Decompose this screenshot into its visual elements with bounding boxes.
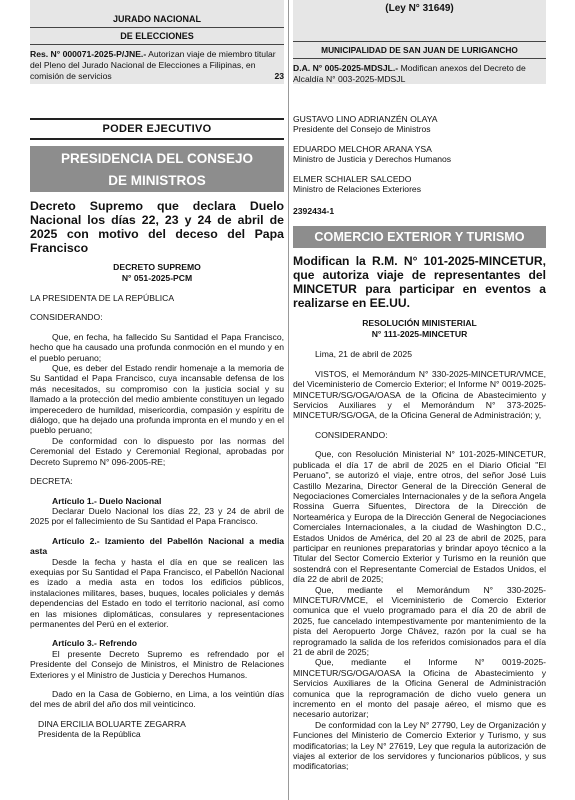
index-header-line1: JURADO NACIONAL: [112, 14, 201, 24]
resolution-title: Modifican la R.M. N° 101-2025-MINCETUR, que autoriza viaje de representantes del MINCETUR para participar en eventos a realizarse en EE.UU.: [293, 254, 546, 311]
section-header: PODER EJECUTIVO: [30, 118, 284, 140]
vistos: VISTOS, el Memorándum N° 330-2025-MINCETUR/VMCE, del Viceministerio de Comercio Exterior; el Informe N° 0019-2025-MINCETUR/SG/OGA/OASA de la Oficina de Abastecimiento y Servicios Auxiliares y el Memorándum N° 373-2025-MINCETUR/SG/OGA, de la Oficina General de Administración; y,: [293, 368, 546, 421]
resolution-heading: [293, 318, 546, 339]
considerando-2: Que, es deber del Estado rendir homenaje a la memoria de Su Santidad el Papa Francisco, cuya incansable defensa de los más necesitados, su compromiso con la justicia social y su llamado a la protección del medio ambiente constituyen un legado imperecedero de humildad, misericordia, compasión y espíritu de diálogo, que ha dejado una profunda impronta en el mundo y en el pueblo peruano;: [30, 363, 284, 436]
ministry-banner-mincetur: COMERCIO EXTERIOR Y TURISMO: [293, 226, 546, 248]
signatory-3-role: Ministro de Relaciones Exteriores: [293, 184, 422, 195]
considerando-mincetur-2: Que, mediante el Memorándum N° 330-2025-MINCETUR/VMCE, el Viceministerio de Comercio Exterior comunica que el vuelo programado para el día 20 de abril de 2025, fue cancelado intempestivamente por mantenimiento de la pista del Aeropuerto Jorge Chávez, razón por la cual se ha reprogramado la salida de los referidos comisionados para el día 21 de abril de 2025;: [293, 584, 546, 657]
signature-name: DINA ERCILIA BOLUARTE ZEGARRA: [38, 718, 186, 729]
decree-type: DECRETO SUPREMO: [113, 262, 201, 272]
considerando-mincetur-4: De conformidad con la Ley N° 27790, Ley de Organización y Funciones del Ministerio de Comercio Exterior y Turismo, y sus modificatorias; la Ley N° 27619, Ley que regula la autorización de viajes al exterior de los servidores y funcionarios públicos, y sus modificatorias;: [293, 719, 546, 772]
law-reference: (Ley N° 31649): [385, 3, 454, 14]
decree-title: Decreto Supremo que declara Duelo Nacional los días 22, 23 y 24 de abril de 2025 con motivo del deceso del Papa Francisco: [30, 199, 284, 255]
considerando-1: Que, en fecha, ha fallecido Su Santidad el Papa Francisco, hecho que ha causado una profunda conmoción en el mundo y en el pueblo peruano;: [30, 331, 284, 363]
article-1-text: Declarar Duelo Nacional los días 22, 23 y 24 de abril de 2025 por el fallecimiento de Su Santidad el Papa Francisco.: [30, 505, 284, 527]
left-column: [30, 0, 284, 740]
signatory-2: [293, 144, 546, 165]
considerando-label: CONSIDERANDO:: [30, 312, 103, 323]
given-text: Dado en la Casa de Gobierno, en Lima, a los veintiún días del mes de abril del año dos mil veinticinco.: [30, 689, 284, 710]
signatory-1: [293, 114, 546, 135]
signatory-1-name: GUSTAVO LINO ADRIANZÉN OLAYA: [293, 114, 438, 124]
article-2-title: Artículo 2.- Izamiento del Pabellón Nacional a media asta: [30, 535, 284, 557]
article-3-title: Artículo 3.- Refrendo: [52, 638, 137, 649]
index-entry-code: Res. N° 000071-2025-P/JNE.-: [30, 49, 147, 59]
decree-number: N° 051-2025-PCM: [121, 272, 193, 283]
resolution-type: RESOLUCIÓN MINISTERIAL: [362, 318, 477, 329]
index-entry-text: Autorizan viaje de miembro titular del Pleno del Jurado Nacional de Elecciones a Filipinas, en comisión de servicios: [30, 49, 276, 81]
resolution-number: N° 111-2025-MINCETUR: [371, 328, 468, 339]
decreta-label: DECRETA:: [30, 476, 73, 487]
authority: LA PRESIDENTA DE LA REPÚBLICA: [30, 293, 175, 303]
signatory-3-name: ELMER SCHIALER SALCEDO: [293, 173, 412, 184]
signatory-2-role: Ministro de Justicia y Derechos Humanos: [293, 154, 452, 165]
article-3-text: El presente Decreto Supremo es refrendado por el Presidente del Consejo de Ministros, el Ministro de Relaciones Exteriores y el Ministro de Justicia y Derechos Humanos.: [30, 648, 284, 680]
banner-line2: DE MINISTROS: [108, 173, 206, 188]
right-index-box: [293, 0, 546, 84]
signature-president: [30, 719, 284, 740]
ministry-banner: [30, 146, 284, 192]
index-header-sjl: MUNICIPALIDAD DE SAN JUAN DE LURIGANCHO: [293, 41, 546, 59]
resolution-date: Lima, 21 de abril de 2025: [315, 349, 412, 360]
left-index-box: [30, 0, 284, 84]
index-header-jne: [30, 0, 284, 27]
article-2-text: Desde la fecha y hasta el día en que se realicen las exequias por Su Santidad el Papa Francisco, el Pabellón Nacional es izado a media asta en todos los edificios públicos, instalaciones militares, bases, buques, locales policiales y demás dependencias del Estado en todo el territorio nacional, así como en las misiones diplomáticas, consulares y representaciones permanentes del Perú en el exterior.: [30, 556, 284, 629]
considerando-3: De conformidad con lo dispuesto por las normas del Ceremonial del Estado y Ceremonial Regional, aprobadas por Decreto Supremo N° 096-2005-RE;: [30, 435, 284, 467]
article-1-title: Artículo 1.- Duelo Nacional: [52, 495, 162, 506]
index-header-line2: DE ELECCIONES: [30, 27, 284, 45]
decree-heading: [30, 262, 284, 283]
considerando-mincetur-1: Que, con Resolución Ministerial N° 101-2025-MINCETUR, publicada el día 17 de abril de 2025 en el Diario Oficial "El Peruano", se autorizó el viaje, entre otros, del señor José Luis Castillo Mezarina, Director General de la Dirección General de Negociaciones Comerciales Internacionales y de la señora Angela Rossina Guerra Sifuentes, Directora de la Dirección de Norteamérica y Europa de la Dirección General de Negociaciones Comerciales Internacionales, a la ciudad de Washington D.C., Estados Unidos de América, del 20 al 23 de abril de 2025, para participar en reuniones preparatorias y brindar apoyo técnico a la Titular del Sector Comercio Exterior y Turismo en la reunión que sostendrá con el Representante Comercial de Estados Unidos, el día 22 de abril de 2025;: [293, 449, 546, 585]
index-entry-sjl[interactable]: [293, 59, 546, 87]
signatory-3: [293, 174, 546, 195]
publication-code: 2392434-1: [293, 206, 335, 217]
signature-role: Presidenta de la República: [38, 729, 141, 740]
right-column: [293, 0, 546, 772]
index-entry-page: 23: [274, 71, 284, 81]
column-divider: [288, 0, 289, 800]
index-entry-jne[interactable]: [30, 45, 284, 84]
signatory-2-name: EDUARDO MELCHOR ARANA YSA: [293, 143, 432, 154]
index-entry-code-sjl: D.A. N° 005-2025-MDSJL.-: [293, 63, 399, 73]
index-entry-text-sjl: Modifican anexos del Decreto de Alcaldía N° 003-2025-MDSJL: [293, 63, 526, 84]
considerando-mincetur-3: Que, mediante el Informe N° 0019-2025-MINCETUR/SG/OGA/OASA la Oficina de Abastecimiento y Servicios Auxiliares de la Oficina General de Administración comunica que la reprogramación de dicho vuelo genera un incremento en el monto del pasaje aéreo, el mismo que es necesario autorizar;: [293, 657, 546, 720]
considerando-label-mincetur: CONSIDERANDO:: [315, 429, 388, 440]
banner-line1: PRESIDENCIA DEL CONSEJO: [60, 151, 254, 166]
signatory-1-role: Presidente del Consejo de Ministros: [293, 124, 431, 135]
